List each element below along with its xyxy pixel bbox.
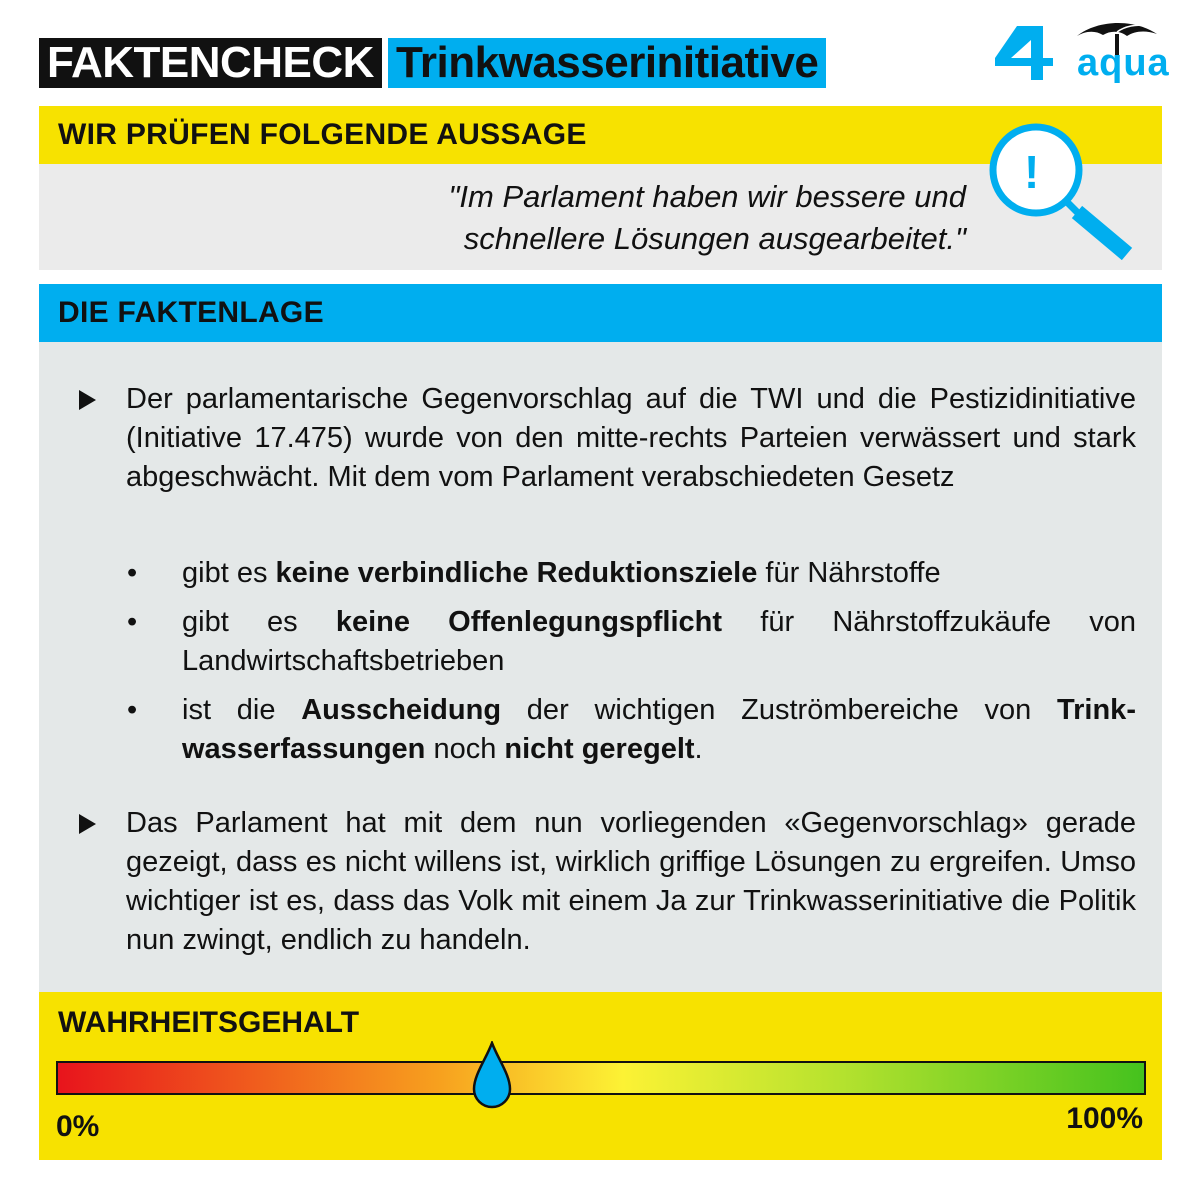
claim-heading: WIR PRÜFEN FOLGENDE AUSSAGE bbox=[58, 118, 587, 151]
dot-bullet-icon: • bbox=[127, 557, 138, 589]
water-drop-icon bbox=[472, 1041, 512, 1111]
truth-heading: WAHRHEITSGEHALT bbox=[58, 1006, 360, 1039]
subitem-2-tail: für Nährstoffzukäufe von Landwirtschaftsbetrieben bbox=[182, 606, 1136, 677]
truth-meter-section bbox=[39, 992, 1162, 1160]
subitem-3-bold-2: Trinkwasserfassungen bbox=[182, 694, 1136, 765]
truth-meter-bar bbox=[56, 1061, 1146, 1095]
dot-bullet-icon: • bbox=[127, 606, 138, 638]
subitem-2-text: gibt es bbox=[182, 606, 336, 638]
subitem-1-tail: für Nährstoffe bbox=[757, 557, 941, 589]
facts-header bbox=[39, 284, 1162, 342]
truth-min-label: 0% bbox=[56, 1110, 100, 1143]
fact-bullet-1: Der parlamentarische Gegenvorschlag auf die TWI und die Pestizidinitiative (Initiative 17.475) wurde von den mitte-rechts Parteien verwässert und stark abgeschwächt. Mit dem vom Parlament verabschiedeten Gesetz bbox=[126, 383, 1136, 493]
exclamation-mark: ! bbox=[1024, 146, 1040, 198]
dot-bullet-icon: • bbox=[127, 694, 138, 726]
subitem-1-text: gibt es bbox=[182, 557, 276, 589]
magnifier-exclamation-icon bbox=[985, 120, 1145, 260]
fact-bullet-2: Das Parlament hat mit dem nun vorliegenden «Gegenvorschlag» gerade gezeigt, dass es nicht willens ist, wirklich griffige Lösungen zu ergreifen. Umso wichtiger ist es, dass das Volk mit einem Ja zur Trinkwasserinitiative die Politik nun zwingt, endlich zu handeln. bbox=[126, 807, 1136, 956]
quote-line-2: schnellere Lösungen ausgearbeitet." bbox=[463, 221, 966, 256]
subitem-2-bold: keine Offenlegungspflicht bbox=[335, 606, 723, 638]
truth-max-label: 100% bbox=[1066, 1102, 1143, 1135]
facts-heading: DIE FAKTENLAGE bbox=[58, 296, 324, 329]
fact-subitem-1 bbox=[182, 554, 1136, 593]
facts-box bbox=[39, 342, 1162, 992]
aqua-logo bbox=[985, 14, 1170, 94]
logo-text: aqua bbox=[1077, 42, 1170, 84]
title-bar bbox=[39, 38, 826, 88]
quote-text bbox=[266, 176, 966, 260]
title-topic: Trinkwasserinitiative bbox=[388, 38, 826, 88]
triangle-bullet-icon bbox=[79, 814, 96, 834]
quote-line-1: "Im Parlament haben wir bessere und bbox=[448, 179, 966, 214]
title-faktencheck: FAKTENCHECK bbox=[39, 38, 382, 88]
subitem-3-mid: der wichtigen Zuströmbereiche von bbox=[501, 694, 1058, 726]
fact-subitem-3 bbox=[182, 691, 1136, 769]
subitem-3-tail: . bbox=[694, 733, 703, 765]
subitem-3-bold: Ausscheidung bbox=[301, 694, 502, 726]
subitem-3-mid-2: noch bbox=[425, 733, 505, 765]
triangle-bullet-icon bbox=[79, 390, 96, 410]
fact-subitem-2 bbox=[182, 603, 1136, 681]
subitem-3-text: ist die bbox=[182, 694, 302, 726]
subitem-3-bold-3: nicht geregelt bbox=[504, 733, 695, 765]
subitem-1-bold: keine verbindliche Reduktionsziele bbox=[275, 557, 758, 589]
